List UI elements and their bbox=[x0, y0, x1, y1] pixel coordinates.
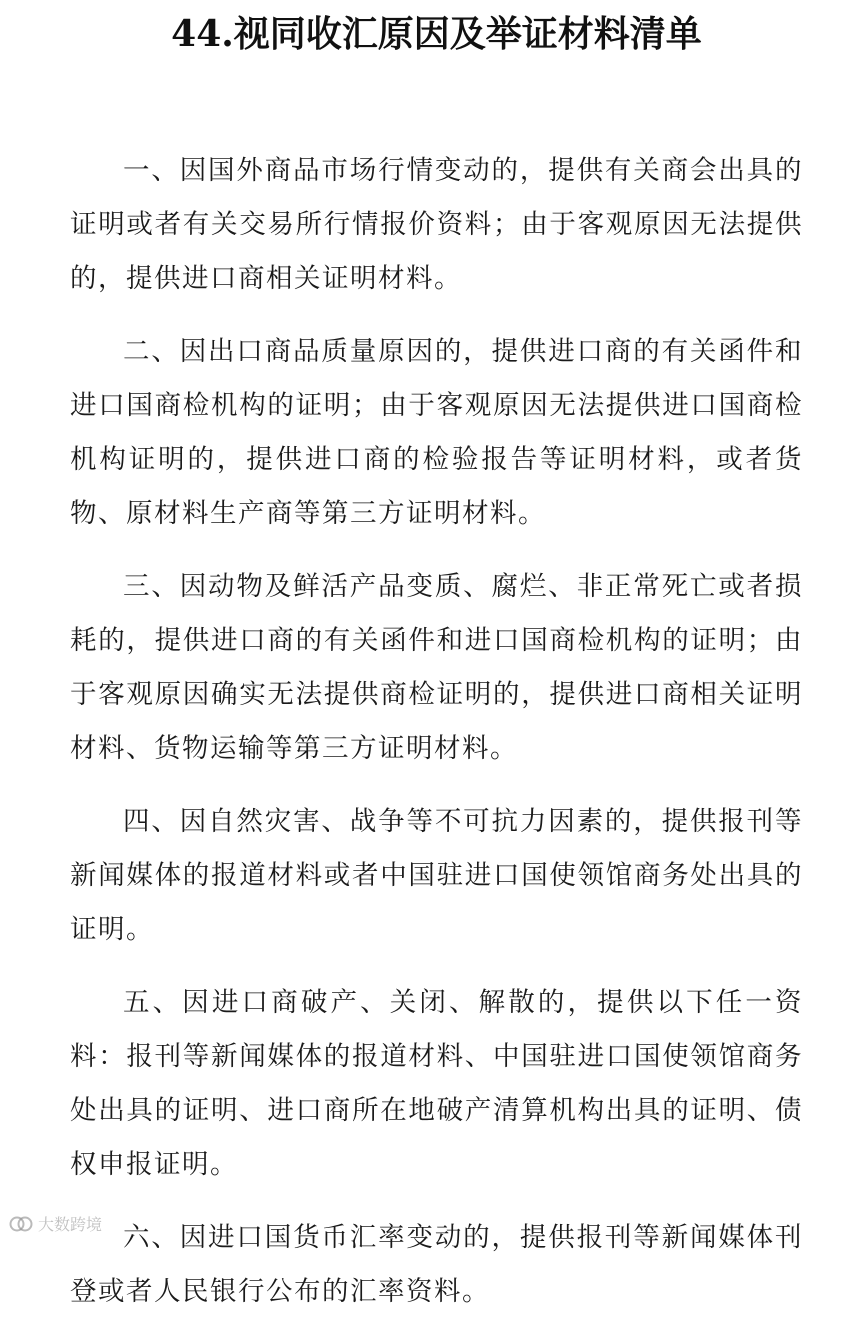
paragraph-6: 六、因进口国货币汇率变动的，提供报刊等新闻媒体刊登或者人民银行公布的汇率资料。 bbox=[70, 1222, 803, 1307]
paragraph-5: 五、因进口商破产、关闭、解散的，提供以下任一资料：报刊等新闻媒体的报道材料、中国驻进口国使领馆商务处出具的证明、进口商所在地破产清算机构出具的证明、债权申报证明。 bbox=[70, 987, 803, 1180]
paragraph-2: 二、因出口商品质量原因的，提供进口商的有关函件和进口国商检机构的证明；由于客观原因无法提供进口国商检机构证明的，提供进口商的检验报告等证明材料，或者货物、原材料生产商等第三方证明材料。 bbox=[70, 336, 803, 529]
document-body bbox=[70, 144, 803, 1319]
watermark-text: 大数跨境 bbox=[38, 1215, 103, 1234]
paragraph-3: 三、因动物及鲜活产品变质、腐烂、非正常死亡或者损耗的，提供进口商的有关函件和进口国商检机构的证明；由于客观原因确实无法提供商检证明的，提供进口商相关证明材料、货物运输等第三方证明材料。 bbox=[70, 571, 803, 764]
paragraph-1: 一、因国外商品市场行情变动的，提供有关商会出具的证明或者有关交易所行情报价资料；由于客观原因无法提供的，提供进口商相关证明材料。 bbox=[70, 155, 803, 294]
watermark-logo-icon bbox=[8, 1215, 34, 1233]
watermark bbox=[8, 1212, 102, 1235]
paragraph-4: 四、因自然灾害、战争等不可抗力因素的，提供报刊等新闻媒体的报道材料或者中国驻进口国使领馆商务处出具的证明。 bbox=[70, 806, 803, 945]
document-title: 44.视同收汇原因及举证材料清单 bbox=[171, 13, 702, 55]
